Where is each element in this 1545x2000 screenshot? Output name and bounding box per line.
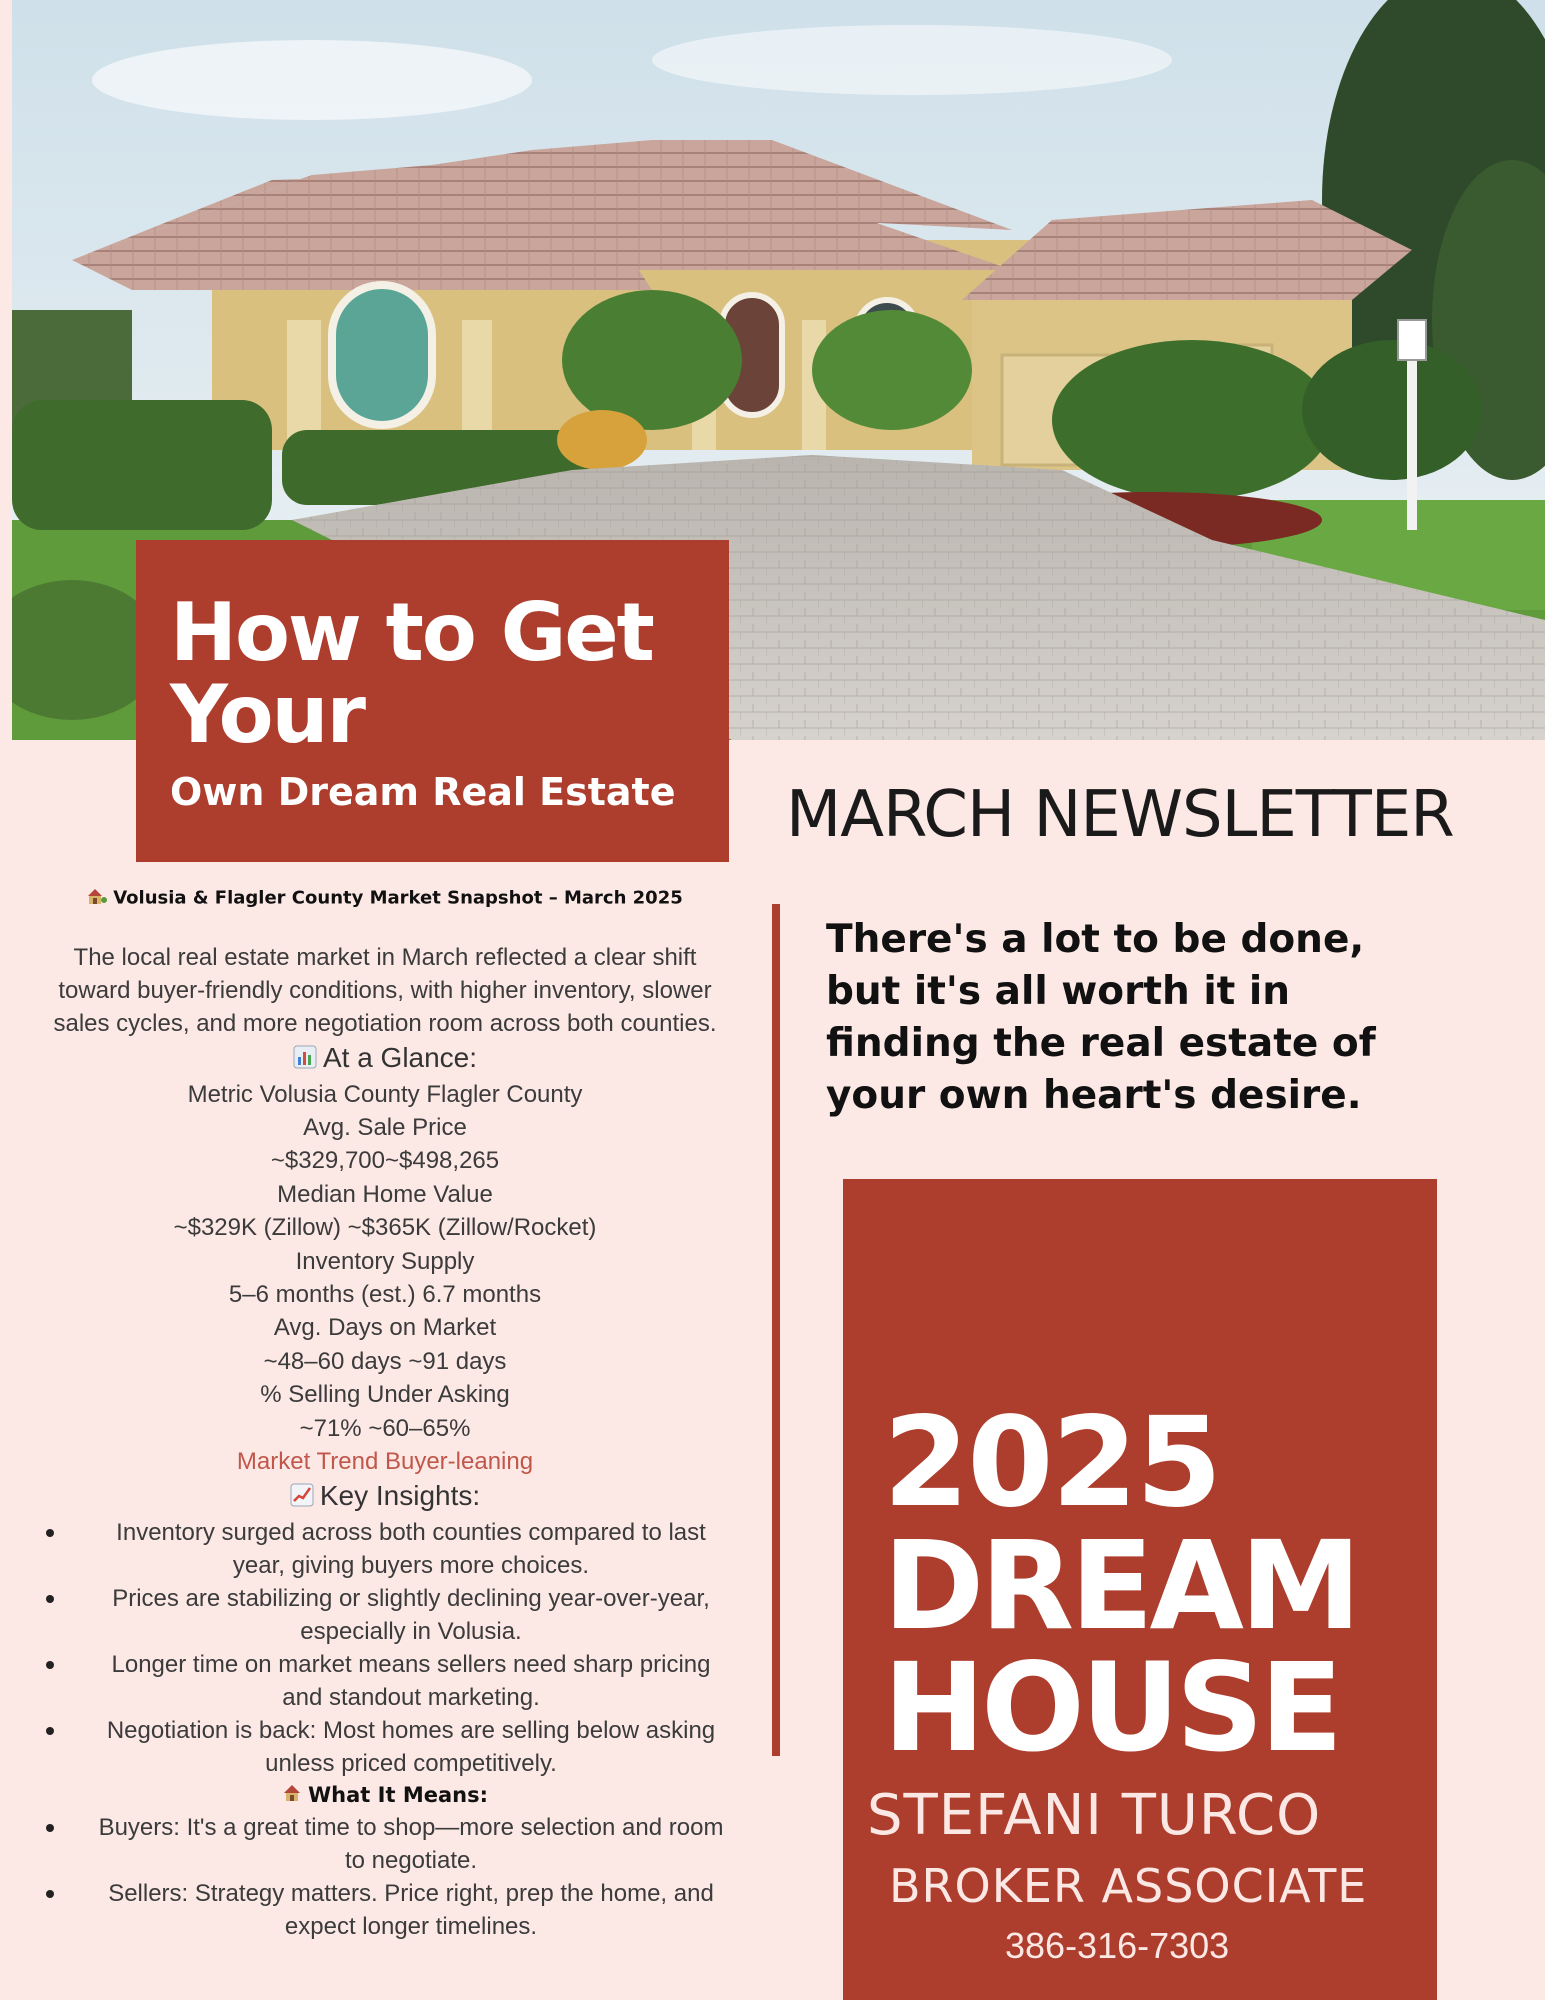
- agent-name: STEFANI TURCO: [867, 1783, 1322, 1848]
- title-subtitle: Own Dream Real Estate: [170, 770, 676, 814]
- house-with-garden-icon: [87, 886, 107, 911]
- house-heading: HOUSE: [883, 1637, 1340, 1779]
- list-item-text: Sellers: Strategy matters. Price right, prep the home, and expect longer timelines.: [108, 1880, 714, 1941]
- bar-chart-icon: [293, 1042, 317, 1078]
- stat-line: ~$329K (Zillow) ~$365K (Zillow/Rocket): [173, 1214, 597, 1242]
- quote-text: There's a lot to be done, but it's all worth it in finding the real estate of your own heart's desire.: [826, 917, 1376, 1118]
- stat-line: Avg. Days on Market: [273, 1314, 497, 1342]
- what-it-means-heading: [30, 1780, 740, 1811]
- snapshot-heading: [30, 886, 740, 911]
- title-line-2: Your: [170, 668, 364, 761]
- list-item-text: Prices are stabilizing or slightly declining year-over-year, especially in Volusia.: [112, 1585, 710, 1646]
- list-item-text: Buyers: It's a great time to shop—more selection and room to negotiate.: [98, 1814, 724, 1875]
- list-item: [30, 1877, 740, 1943]
- title-box: [136, 540, 729, 862]
- market-snapshot-column: [30, 880, 740, 1943]
- list-item-text: Longer time on market means sellers need sharp pricing and standout marketing.: [111, 1651, 711, 1712]
- bullet-dot: [46, 1824, 54, 1832]
- newsletter-heading: MARCH NEWSLETTER: [786, 778, 1454, 852]
- list-item-text: Inventory surged across both counties compared to last year, giving buyers more choices.: [116, 1519, 706, 1580]
- list-item: [30, 1714, 740, 1780]
- snapshot-heading-text: Volusia & Flagler County Market Snapshot – March 2025: [113, 887, 683, 909]
- bullet-dot: [46, 1727, 54, 1735]
- at-a-glance-heading: [30, 1040, 740, 1078]
- agent-title: BROKER ASSOCIATE: [889, 1859, 1368, 1913]
- stat-line: Median Home Value: [277, 1180, 493, 1208]
- what-it-means-list: [30, 1811, 740, 1943]
- list-item: [30, 1582, 740, 1648]
- market-trend-line: Market Trend Buyer-leaning: [236, 1448, 534, 1476]
- dream-house-box: [843, 1179, 1437, 2000]
- stat-line: Metric Volusia County Flagler County: [187, 1080, 583, 1108]
- snapshot-intro: The local real estate market in March reflected a clear shift toward buyer-friendly conditions, with higher inventory, slower sales cycles, and more negotiation room across both counties.: [53, 944, 717, 1037]
- stat-line: Avg. Sale Price: [303, 1114, 467, 1142]
- dream-heading: DREAM: [883, 1515, 1358, 1657]
- vertical-divider: [772, 904, 780, 1756]
- what-it-means-heading-text: What It Means:: [308, 1783, 488, 1808]
- stat-line: Inventory Supply: [295, 1247, 475, 1275]
- bullet-dot: [46, 1661, 54, 1669]
- bullet-dot: [46, 1890, 54, 1898]
- list-item: [30, 1811, 740, 1877]
- chart-increasing-icon: [290, 1480, 314, 1516]
- stat-line: % Selling Under Asking: [260, 1381, 510, 1409]
- bullet-dot: [46, 1595, 54, 1603]
- stat-line: ~48–60 days ~91 days: [263, 1347, 507, 1375]
- bullet-dot: [46, 1529, 54, 1537]
- title-line-1: How to Get: [170, 586, 653, 679]
- stat-line: 5–6 months (est.) 6.7 months: [228, 1281, 542, 1309]
- list-item: [30, 1648, 740, 1714]
- stat-line: ~71% ~60–65%: [299, 1414, 471, 1442]
- key-insights-list: [30, 1516, 740, 1780]
- key-insights-heading: [30, 1478, 740, 1516]
- list-item: [30, 1516, 740, 1582]
- house-icon: [282, 1781, 302, 1811]
- stat-table: [30, 1078, 740, 1479]
- key-insights-heading-text: Key Insights:: [319, 1480, 481, 1512]
- agent-phone[interactable]: 386-316-7303: [1005, 1925, 1230, 1966]
- year-heading: 2025: [883, 1391, 1221, 1535]
- list-item-text: Negotiation is back: Most homes are selling below asking unless priced competitively.: [106, 1717, 716, 1778]
- stat-line: ~$329,700~$498,265: [270, 1147, 500, 1175]
- at-a-glance-heading-text: At a Glance:: [322, 1042, 478, 1073]
